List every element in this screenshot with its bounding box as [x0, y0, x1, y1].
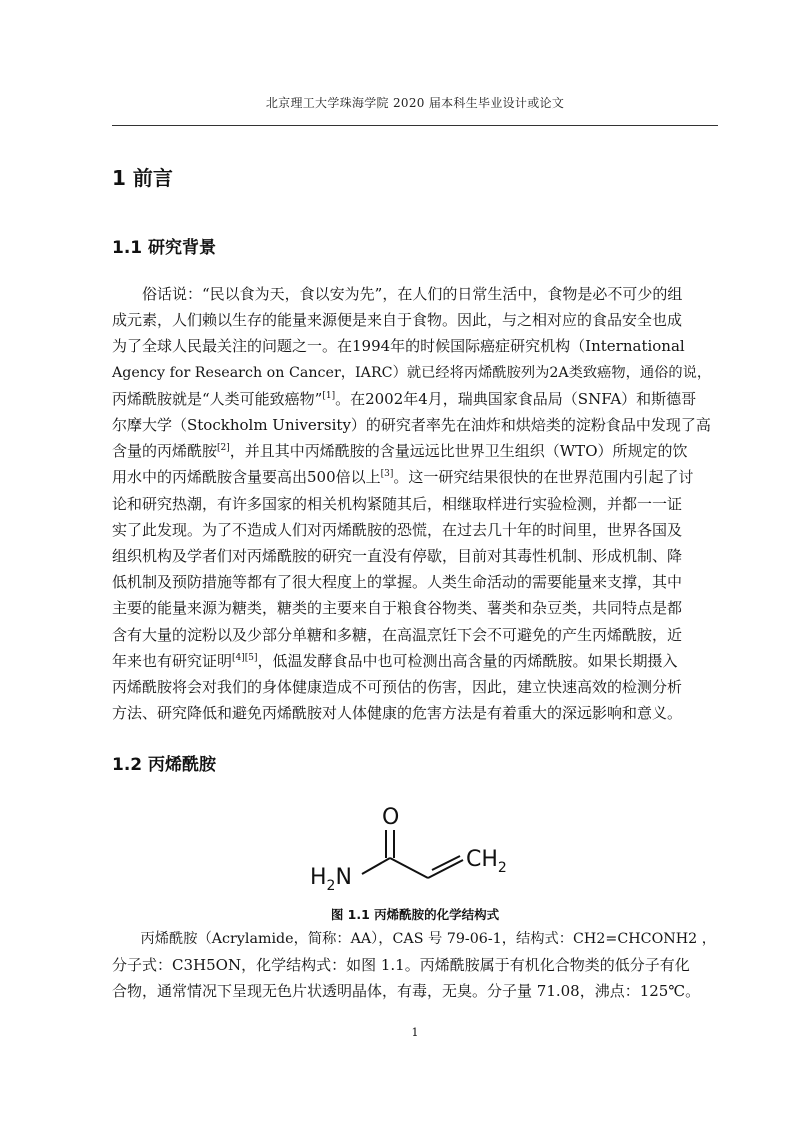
header-divider — [112, 125, 718, 126]
text-line: 主要的能量来源为糖类，糖类的主要来自于粮食谷物类、薯类和杂豆类，共同特点是都 — [112, 599, 683, 618]
bond-single — [390, 858, 428, 878]
text-line: 论和研究热潮，有许多国家的相关机构紧随其后，相继取样进行实验检测，并都一一证 — [112, 494, 683, 513]
text-line: 合物，通常情况下呈现无色片状透明晶体，有毒，无臭。分子量 71.08，沸点：125℃。 — [112, 982, 701, 1001]
acrylamide-structure-diagram — [300, 796, 530, 896]
text-line: 分子式：C3H5ON，化学结构式：如图 1.1。丙烯酰胺属于有机化合物类的低分子有化 — [112, 956, 690, 975]
text-line: 组织机构及学者们对丙烯酰胺的研究一直没有停歇，目前对其毒性机制、形成机制、降 — [112, 547, 683, 566]
text-line: 为了全球人民最关注的问题之一。在1994年的时候国际癌症研究机构（International — [112, 337, 685, 356]
paragraph-research-background — [112, 281, 718, 726]
text-line: 丙烯酰胺（Acrylamide，简称：AA），CAS 号 79-06-1，结构式：CH2=CHCONH2 ， — [112, 931, 716, 947]
text-line: 俗话说：“民以食为天，食以安为先”，在人们的日常生活中，食物是必不可少的组 — [112, 285, 683, 303]
page-number: 1 — [411, 1026, 419, 1039]
text-line: 丙烯酰胺就是“人类可能致癌物”[1]。在2002年4月，瑞典国家食品局（SNFA）和斯德哥 — [112, 389, 697, 408]
text-line: 含有大量的淀粉以及少部分单糖和多糖，在高温烹饪下会不可避免的产生丙烯酰胺，近 — [112, 625, 683, 644]
citation-marker: [2] — [217, 443, 230, 454]
chapter-title: 1 前言 — [112, 166, 173, 190]
citation-marker: [1] — [322, 390, 336, 401]
citation-marker: [5] — [244, 652, 258, 663]
acrylamide-structure-figure — [300, 796, 530, 896]
text-line: 含量的丙烯酰胺[2]，并且其中丙烯酰胺的含量远远比世界卫生组织（WTO）所规定的饮 — [112, 442, 688, 461]
text-line: 低机制及预防措施等都有了很大程度上的掌握。人类生命活动的需要能量来支撑，其中 — [112, 573, 683, 592]
atom-methylene: $CH_2$ — [466, 847, 507, 876]
text-line: 年来也有研究证明[4][5]，低温发酵食品中也可检测出高含量的丙烯酰胺。如果长期摄入 — [112, 651, 678, 670]
atom-amine: $H_2N$ — [310, 865, 352, 894]
atom-oxygen: O — [382, 805, 400, 830]
section-title-1-1: 1.1 研究背景 — [112, 238, 217, 258]
figure-caption: 图 1.1 丙烯酰胺的化学结构式 — [330, 907, 500, 922]
text-line: 方法、研究降低和避免丙烯酰胺对人体健康的危害方法是有着重大的深远影响和意义。 — [112, 704, 683, 723]
citation-marker: [4] — [232, 652, 245, 663]
citation-marker: [3] — [380, 469, 394, 480]
text-line: Agency for Research on Cancer，IARC）就已经将丙烯酰胺列为2A类致癌物，通俗的说， — [112, 364, 712, 381]
paragraph-acrylamide — [112, 926, 718, 1005]
text-line: 丙烯酰胺将会对我们的身体健康造成不可预估的伤害，因此，建立快速高效的检测分析 — [112, 678, 683, 697]
bond-amide — [362, 858, 390, 874]
section-title-1-2: 1.2 丙烯酰胺 — [112, 755, 217, 775]
text-line: 成元素，人们赖以生存的能量来源便是来自于食物。因此，与之相对应的食品安全也成 — [112, 311, 683, 330]
text-line: 尔摩大学（Stockholm University）的研究者率先在油炸和烘焙类的淀粉食品中发现了高 — [112, 416, 711, 435]
running-header: 北京理工大学珠海学院 2020 届本科生毕业设计或论文 — [265, 96, 565, 110]
text-line: 实了此发现。为了不造成人们对丙烯酰胺的恐慌，在过去几十年的时间里，世界各国及 — [112, 520, 683, 539]
text-line: 用水中的丙烯酰胺含量要高出500倍以上[3]。这一研究结果很快的在世界范围内引起了讨 — [112, 468, 694, 487]
